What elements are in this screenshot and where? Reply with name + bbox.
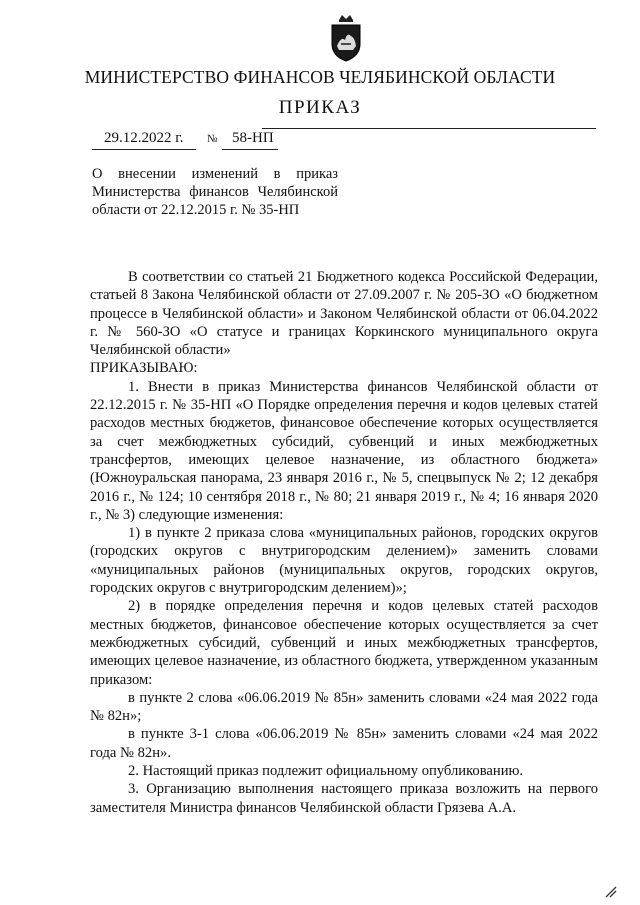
item-1-2-a: в пункте 2 слова «06.06.2019 № 85н» заменить словами «24 мая 2022 года № 82н»; [90, 689, 598, 725]
order-number: 58-НП [232, 130, 274, 146]
order-date: 29.12.2022 г. [104, 130, 184, 146]
item-1: 1. Внести в приказ Министерства финансов Челябинской области от 22.12.2015 г. № 35-НП «О Порядке определения перечня и кодов целевых статей расходов местных бюджетов, финансовое обеспечение которых осуществляется за счет межбюджетных субсидий, субвенций и иных межбюджетных трансфертов, имеющих целевое назначение, из областного бюджета» (Южноуральская панорама, 23 января 2016 г., № 5, спецвыпуск № 2; 12 декабря 2016 г., № 124; 10 сентября 2018 г., № 80; 21 января 2019 г., № 4; 16 января 2020 г., № 3) следующие изменения: [90, 378, 598, 523]
item-1-2-b: в пункте 3-1 слова «06.06.2019 № 85н» заменить словами «24 мая 2022 года № 82н». [90, 726, 598, 761]
order-body [90, 268, 598, 817]
header-rule [262, 128, 596, 129]
date-underline [92, 149, 196, 150]
preamble: В соответствии со статьей 21 Бюджетного кодекса Российской Федерации, статьей 8 Закона Челябинской области от 27.09.2007 г. № 205-ЗО «О бюджетном процессе в Челябинской области» и Законом Челябинской области от 06.04.2022 г. № 560-ЗО «О статусе и границах Коркинского муниципального округа Челябинской области» [90, 269, 598, 359]
item-2: 2. Настоящий приказ подлежит официальному опубликованию. [128, 763, 524, 780]
order-word: ПРИКАЗЫВАЮ: [90, 360, 198, 377]
page-corner-mark-icon [604, 885, 618, 899]
item-1-1: 1) в пункте 2 приказа слова «муниципальных районов, городских округов (городских округов с внутригородским делением)» заменить словами «муниципальных районов (муниципальных округов, городских округов, городских округов с внутригородским делением)»; [90, 525, 598, 597]
number-underline [222, 149, 278, 150]
document-type: ПРИКАЗ [278, 97, 362, 118]
number-sign: № [207, 133, 218, 145]
ministry-name: МИНИСТЕРСТВО ФИНАНСОВ ЧЕЛЯБИНСКОЙ ОБЛАСТИ [84, 67, 556, 87]
item-1-2: 2) в порядке определения перечня и кодов целевых статей расходов местных бюджетов, финансовое обеспечение которых осуществляется за счет межбюджетных субсидий, субвенций и иных межбюджетных трансфертов, имеющих целевое назначение, из областного бюджета, утвержденном указанным приказом: [90, 598, 598, 688]
item-3: 3. Организацию выполнения настоящего приказа возложить на первого заместителя Министра финансов Челябинской области Грязева А.А. [90, 781, 598, 816]
coat-of-arms-icon [329, 14, 363, 62]
order-subject: О внесении изменений в приказ Министерства финансов Челябинской области от 22.12.2015 г. № 35-НП [92, 166, 338, 218]
